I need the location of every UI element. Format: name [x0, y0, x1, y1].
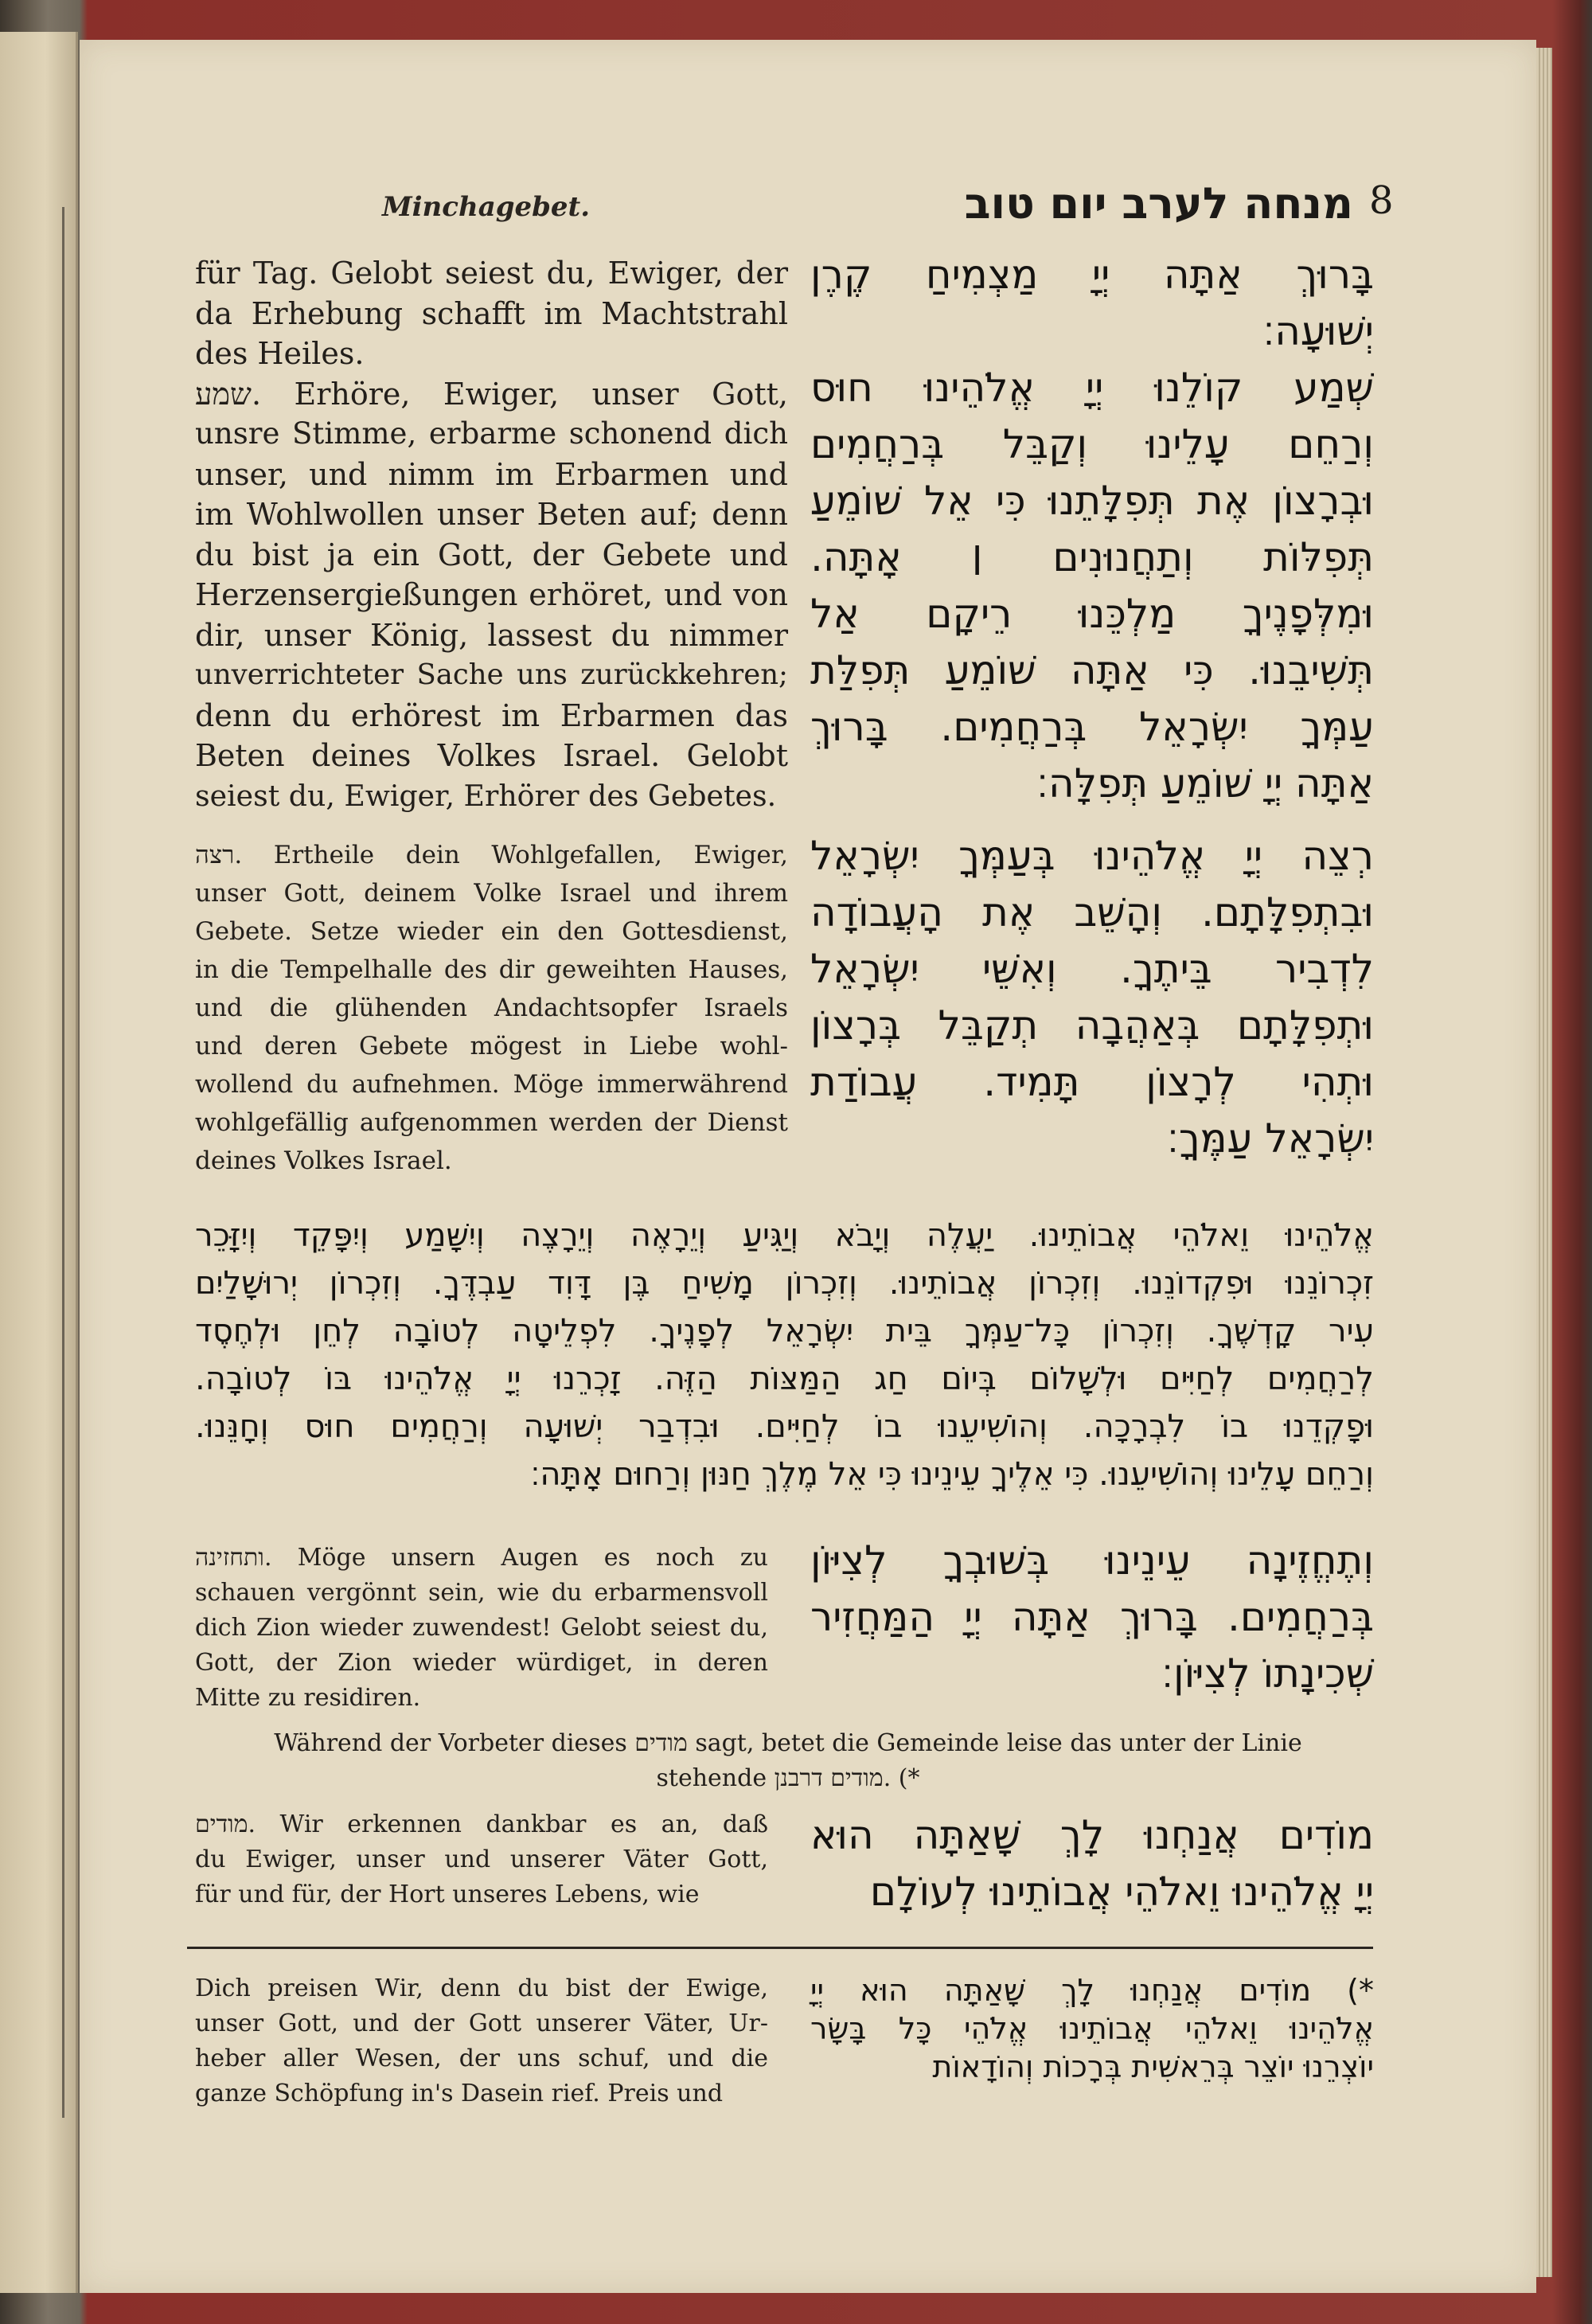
hebrew-text-line: וּבְרָצוֹן אֶת תְּפִלָּתֵנוּ כִּי אֵל שׁוֹמֵעַ [810, 478, 1374, 524]
german-text-line: Herzensergießungen erhöret, und von [195, 577, 788, 612]
german-text-line: für und für, der Hort unseres Lebens, wie [195, 1881, 700, 1908]
german-text-line: und die glühenden Andachtsopfer Israels [195, 994, 788, 1022]
german-text-line: unser Gott, deinem Volke Israel und ihrem [195, 879, 788, 908]
hebrew-text-line: יִשְׂרָאֵל עַמֶּךָ׃ [1167, 1115, 1374, 1162]
page-stack-edge [1536, 48, 1552, 2277]
hebrew-text-line: אֱלֹהֵינוּ וֵאלֹהֵי אֲבוֹתֵינוּ אֱלֹהֵי כָּל בָּשָׂר [810, 2011, 1374, 2046]
german-text-line: Beten deines Volkes Israel. Gelobt [195, 738, 788, 773]
german-text-line: ותחזינה. Möge unsern Augen es noch zu [195, 1544, 768, 1572]
german-text-line: רצה. Ertheile dein Wohlgefallen, Ewiger, [195, 841, 788, 869]
hebrew-column-block4 [810, 1807, 1374, 1920]
hebrew-text-line: יְשׁוּעָה׃ [1262, 308, 1374, 354]
german-text-line: unser, und nimm im Erbarmen und [195, 456, 788, 492]
hebrew-text-line: וְרַחֵם עָלֵינוּ וְהוֹשִׁיעֵנוּ. כִּי אֵלֶיךָ עֵינֵינוּ כִּי אֵל מֶלֶךְ חַנּוּן וְרַחוּם אָתָּה׃ [530, 1456, 1374, 1493]
hebrew-text-line: וּפָקְדֵנוּ בוֹ לִבְרָכָה. וְהוֹשִׁיעֵנוּ בוֹ לְחַיִּים. וּבִדְבַר יְשׁוּעָה וְרַחֲמִים חוּס וְחָנֵּנוּ. [195, 1408, 1374, 1445]
german-text-line: schauen vergönnt sein, wie du erbarmensvoll [195, 1579, 768, 1607]
german-text-line: dir, unser König, lassest du nimmer [195, 617, 788, 653]
german-text-line: dich Zion wieder zuwendest! Gelobt seiest du, [195, 1614, 768, 1642]
german-column-block2 [195, 836, 788, 1180]
hebrew-text-line: וּבִתְפִלָּתָם. וְהָשֵׁב אֶת הָעֲבוֹדָה [810, 889, 1374, 935]
hebrew-column-block2 [810, 828, 1374, 1167]
hebrew-text-line: זִכְרוֹנֵנוּ וּפִקְדוֹנֵנוּ. וְזִכְרוֹן אֲבוֹתֵינוּ. וְזִכְרוֹן מָשִׁיחַ בֶּן דָּוִד עַבְדֶּךָ. וְזִכְרוֹן יְרוּשָׁלַיִם [195, 1265, 1374, 1302]
hebrew-text-line: וּתְהִי לְרָצוֹן תָּמִיד. עֲבוֹדַת [810, 1059, 1374, 1105]
german-text-line: du Ewiger, unser und unserer Väter Gott, [195, 1846, 768, 1873]
hebrew-text-line: בָּרוּךְ אַתָּה יְיָ מַצְמִיחַ קֶרֶן [810, 252, 1374, 298]
running-head-german: Minchagebet. [382, 191, 591, 223]
german-column-block3 [195, 1541, 768, 1716]
german-text-line: wollend du aufnehmen. Möge immerwährend [195, 1070, 788, 1099]
hebrew-text-line: וּתְפִלָּתָם בְּאַהֲבָה תְקַבֵּל בְּרָצוֹן [810, 1002, 1374, 1049]
hebrew-text-line: בְּרַחֲמִים. בָּרוּךְ אַתָּה יְיָ הַמַּחֲזִיר [810, 1594, 1374, 1640]
hebrew-text-line: שְׁכִינָתוֹ לְצִיּוֹן׃ [1161, 1650, 1374, 1697]
hebrew-text-line: תְּפִלּוֹת וְתַחֲנוּנִים ׀ אָתָּה. [810, 534, 1374, 580]
hebrew-text-line: מוֹדִים אֲנַחְנוּ לָךְ שָׁאַתָּה הוּא [810, 1812, 1374, 1858]
hebrew-text-line: וְתֶחֱזֶינָה עֵינֵינוּ בְּשׁוּבְךָ לְצִיּוֹן [810, 1537, 1374, 1584]
hebrew-text-line: שְׁמַע קוֹלֵנוּ יְיָ אֱלֹהֵינוּ חוּס [810, 365, 1374, 411]
rubric-line: stehende מודים דרבנן. (* [656, 1764, 920, 1792]
hebrew-text-line: וּמִלְּפָנֶיךָ מַלְכֵּנוּ רֵיקָם אַל [810, 591, 1374, 637]
rubric-line: Während der Vorbeter dieses מודים sagt, betet die Gemeinde leise das unter der Linie [274, 1729, 1302, 1757]
german-text-line: Mitte zu residiren. [195, 1684, 421, 1712]
german-text-line: Gott, der Zion wieder würdiget, in deren [195, 1649, 768, 1677]
running-head-hebrew: מנחה לערב יום טוב [964, 178, 1353, 228]
hebrew-text-line: יְיָ אֱלֹהֵינוּ וֵאלֹהֵי אֲבוֹתֵינוּ לְעוֹלָם [869, 1869, 1374, 1915]
german-text-line: unverrichteter Sache uns zurückkehren; [195, 658, 788, 691]
german-text-line: da Erhebung schafft im Machtstrahl [195, 295, 788, 331]
german-text-line: wohlgefällig aufgenommen werden der Dienst [195, 1108, 788, 1137]
hebrew-text-line: עַמְּךָ יִשְׂרָאֵל בְּרַחֲמִים. בָּרוּךְ [810, 704, 1374, 750]
hebrew-text-line: אַתָּה יְיָ שׁוֹמֵעַ תְּפִלָּה׃ [1036, 760, 1374, 807]
german-text-line: des Heiles. [195, 336, 365, 371]
german-text-line: deines Volkes Israel. [195, 1146, 452, 1175]
german-text-line: in die Tempelhalle des dir geweihten Hauses, [195, 955, 788, 984]
rubric-instruction [215, 1726, 1361, 1796]
german-text-line: Dich preisen Wir, denn du bist der Ewige, [195, 1974, 768, 2002]
german-text-line: מודים. Wir erkennen dankbar es an, daß [195, 1810, 768, 1838]
hebrew-text-line: אֱלֹהֵינוּ וֵאלֹהֵי אֲבוֹתֵינוּ. יַעֲלֶה וְיָבֹא וְיַגִּיעַ וְיֵרָאֶה וְיֵרָצֶה וְיִשָּׁמַע וְיִפָּקֵד וְיִזָּכֵר [195, 1217, 1374, 1254]
hebrew-text-line: רְצֵה יְיָ אֱלֹהֵינוּ בְּעַמְּךָ יִשְׂרָאֵל [810, 833, 1374, 879]
hebrew-full-width-paragraph [195, 1212, 1374, 1498]
german-text-line: für Tag. Gelobt seiest du, Ewiger, der [195, 256, 788, 291]
footnote-divider-line [187, 1947, 1373, 1949]
german-text-line: unsre Stimme, erbarme schonend dich [195, 416, 788, 451]
german-text-line: denn du erhörest im Erbarmen das [195, 697, 788, 733]
german-column-block4 [195, 1807, 768, 1912]
hebrew-text-line: *) מוֹדִים אֲנַחְנוּ לָךְ שָׁאַתָּה הוּא יְיָ [810, 1973, 1374, 2008]
german-text-line: seiest du, Ewiger, Erhörer des Gebetes. [195, 778, 777, 813]
hebrew-column-block3 [810, 1533, 1374, 1702]
hebrew-text-line: תְּשִׁיבֵנוּ. כִּי אַתָּה שׁוֹמֵעַ תְּפִלַּת [810, 647, 1374, 693]
hebrew-text-line: יוֹצְרֵנוּ יוֹצֵר בְּרֵאשִׁית בְּרָכוֹת וְהוֹדָאוֹת [932, 2049, 1374, 2084]
german-text-line: Gebete. Setze wieder ein den Gottesdienst, [195, 917, 788, 946]
page-number: 8 [1369, 178, 1394, 223]
german-text-line: du bist ja ein Gott, der Gebete und [195, 537, 788, 572]
binding-gutter [62, 207, 72, 2118]
hebrew-text-line: לְרַחֲמִים לְחַיִּים וּלְשָׁלוֹם בְּיוֹם חַג הַמַּצּוֹת הַזֶּה. זָכְרֵנוּ יְיָ אֱלֹהֵינוּ בּוֹ לְטוֹבָה. [195, 1361, 1374, 1397]
german-text-line: ganze Schöpfung in's Dasein rief. Preis und [195, 2080, 724, 2107]
hebrew-text-line: עִיר קָדְשֶׁךָ. וְזִכְרוֹן כָּל־עַמְּךָ בֵּית יִשְׂרָאֵל לְפָנֶיךָ. לִפְלֵיטָה לְטוֹבָה לְחֵן וּלְחֶסֶד [195, 1313, 1374, 1349]
german-text-line: unser Gott, und der Gott unserer Väter, Ur- [195, 2010, 768, 2037]
hebrew-text-line: לִדְבִיר בֵּיתֶךָ. וְאִשֵּׁי יִשְׂרָאֵל [810, 946, 1374, 992]
german-footnote [195, 1971, 768, 2111]
hebrew-text-line: וְרַחֵם עָלֵינוּ וְקַבֵּל בְּרַחֲמִים [810, 421, 1374, 467]
german-column-block1 [195, 253, 788, 816]
hebrew-column-block1 [810, 247, 1374, 812]
german-text-line: שמע. Erhöre, Ewiger, unser Gott, [195, 376, 788, 412]
german-text-line: und deren Gebete mögest in Liebe wohl- [195, 1032, 788, 1060]
german-text-line: heber aller Wesen, der uns schuf, und die [195, 2045, 768, 2072]
hebrew-footnote [810, 1971, 1374, 2086]
german-text-line: im Wohlwollen unser Beten auf; denn [195, 497, 788, 532]
